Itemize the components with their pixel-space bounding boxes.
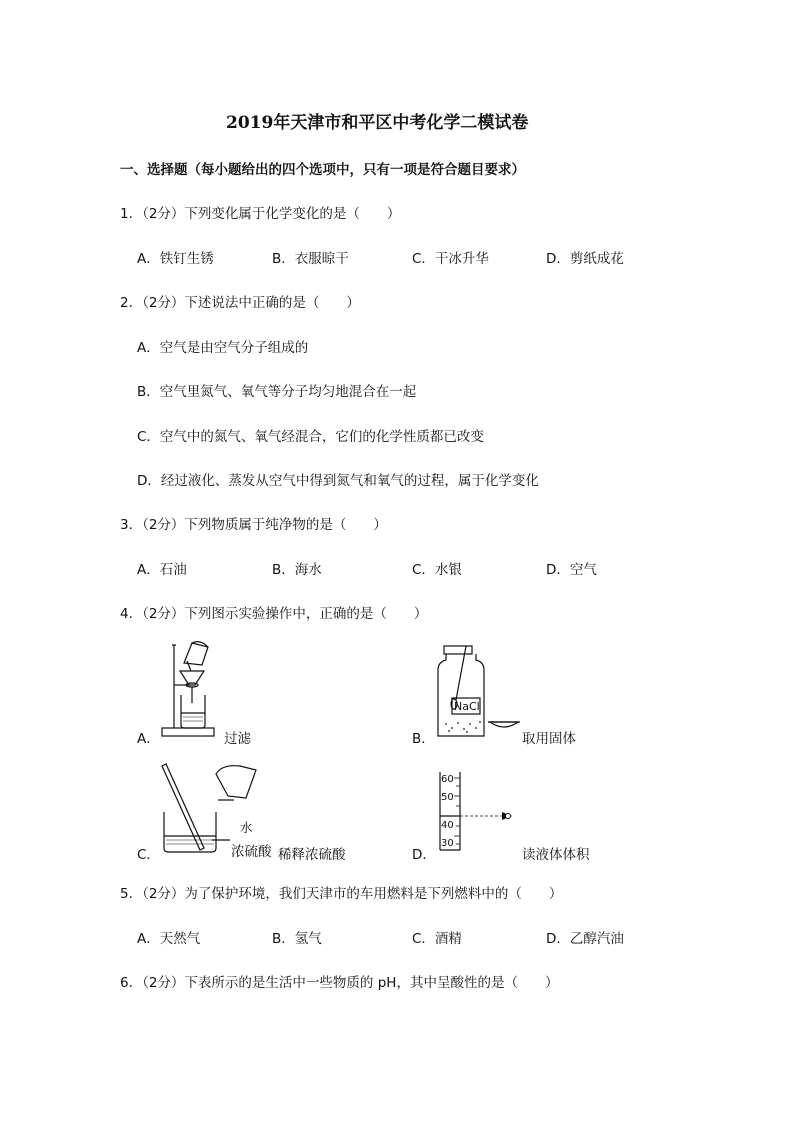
nacl-label: NaCl [454,700,480,713]
graduated-cylinder-figure [432,770,532,860]
question-1-option-d[interactable]: D．剪纸成花 [546,251,624,267]
question-4-option-c[interactable]: C． [137,847,160,863]
question-6-stem: 6．（2分）下表所示的是生活中一些物质的 pH，其中呈酸性的是（ ） [120,975,559,991]
question-2-option-b[interactable]: B．空气里氮气、氧气等分子均匀地混合在一起 [137,384,417,400]
question-1-option-b[interactable]: B．衣服晾干 [272,251,349,267]
question-1-option-a[interactable]: A．铁钉生锈 [137,251,214,267]
tick-50: 50 [441,792,454,803]
question-2-option-c[interactable]: C．空气中的氮气、氧气经混合，它们的化学性质都已改变 [137,429,484,445]
tick-40: 40 [441,820,454,831]
question-5-option-a[interactable]: A．天然气 [137,931,201,947]
question-4-option-d[interactable]: D． [412,847,436,863]
question-5-stem: 5．（2分）为了保护环境，我们天津市的车用燃料是下列燃料中的（ ） [120,886,563,902]
question-5-option-b[interactable]: B．氢气 [272,931,322,947]
question-4-option-a[interactable]: A． [137,731,160,747]
question-3-option-c[interactable]: C．水银 [412,562,462,578]
question-1-option-c[interactable]: C．干冰升华 [412,251,489,267]
filtration-caption: 过滤 [224,731,251,747]
water-label: 水 [240,820,253,835]
tick-60: 60 [441,774,454,785]
question-5-option-c[interactable]: C．酒精 [412,931,462,947]
solid-reagent-caption: 取用固体 [522,731,576,747]
question-2-option-a[interactable]: A．空气是由空气分子组成的 [137,340,309,356]
question-4-stem: 4．（2分）下列图示实验操作中，正确的是（ ） [120,606,428,622]
concentrated-acid-label: 浓硫酸 [231,844,272,860]
question-5-option-d[interactable]: D．乙醇汽油 [546,931,624,947]
question-4-option-b[interactable]: B． [412,731,435,747]
question-3-stem: 3．（2分）下列物质属于纯净物的是（ ） [120,517,387,533]
tick-30: 30 [441,838,454,849]
section-heading: 一、选择题（每小题给出的四个选项中，只有一项是符合题目要求） [120,162,525,178]
volume-caption: 读液体体积 [522,847,590,863]
question-3-option-b[interactable]: B．海水 [272,562,322,578]
question-1-stem: 1．（2分）下列变化属于化学变化的是（ ） [120,206,401,222]
question-3-option-a[interactable]: A．石油 [137,562,187,578]
page-title: 2019年天津市和平区中考化学二模试卷 [226,113,529,133]
question-2-option-d[interactable]: D．经过液化、蒸发从空气中得到氮气和氧气的过程，属于化学变化 [137,473,539,489]
solid-reagent-figure [432,640,532,740]
question-3-option-d[interactable]: D．空气 [546,562,597,578]
question-2-stem: 2．（2分）下述说法中正确的是（ ） [120,295,360,311]
dilute-acid-caption: 稀释浓硫酸 [278,847,346,863]
